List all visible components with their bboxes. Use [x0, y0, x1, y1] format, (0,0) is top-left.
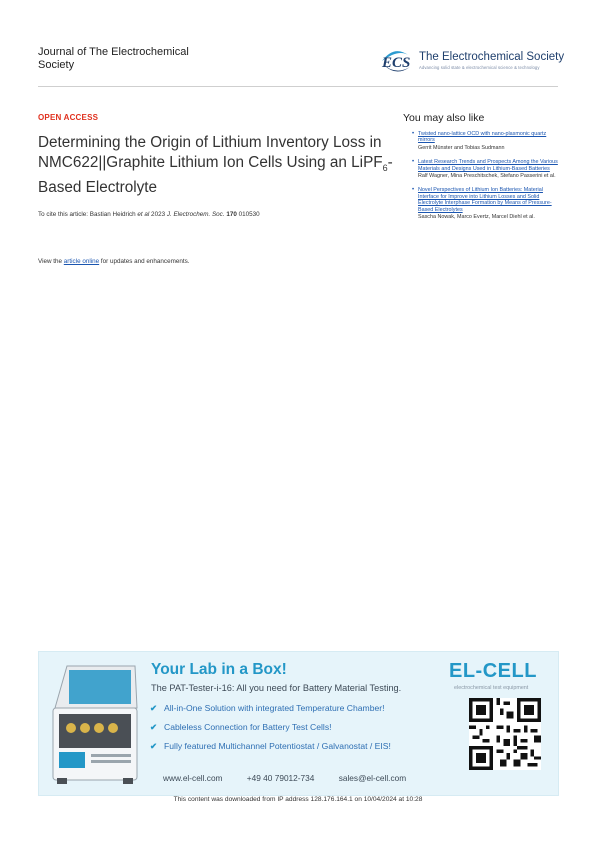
related-article-link[interactable]: • Twisted nano-lattice OCD with nano-plasmonic quartz mirrors	[418, 131, 547, 144]
ad-subheadline: The PAT-Tester-i-16: All you need for Battery Material Testing.	[151, 683, 402, 693]
publisher-name: The Electrochemical Society	[419, 51, 565, 63]
related-articles-list	[418, 131, 560, 228]
article-title[interactable]	[38, 133, 393, 198]
citation-prefix: To cite this article: Bastian Heidrich	[38, 211, 138, 218]
citation-journal: J. Electrochem. Soc.	[166, 211, 225, 218]
publisher-tagline: Advancing solid state & electrochemical science & technology	[419, 65, 540, 70]
open-access-badge: OPEN ACCESS	[38, 113, 99, 122]
related-article	[418, 131, 560, 151]
view-prefix: View the	[38, 258, 64, 265]
related-article-link[interactable]: • Latest Research Trends and Prospects Among the Various Materials and Designs Used in Lithium-Based Batteries	[418, 159, 558, 172]
checkmark-icon: ✔	[150, 703, 158, 713]
ad-feature-list	[150, 703, 391, 759]
ecs-logo-mark	[381, 51, 410, 71]
el-cell-logo: EL-CELL	[449, 660, 537, 682]
ad-email-link[interactable]: sales@el-cell.com	[338, 773, 407, 783]
ad-feature	[150, 722, 391, 733]
view-online-note	[38, 258, 189, 265]
citation-etal: et al	[137, 211, 150, 218]
citation-year: 2023	[149, 211, 167, 218]
battery-tester-device-image	[47, 658, 143, 788]
ad-phone: +49 40 79012-734	[246, 773, 315, 783]
journal-name-line2: Society	[38, 59, 75, 71]
related-article	[418, 159, 560, 179]
related-article-authors: Gerrit Münster and Tobias Sudmann	[418, 144, 505, 151]
ecs-logo-letters: ECS	[382, 55, 411, 71]
ad-feature	[150, 741, 391, 752]
article-online-link[interactable]: article online	[63, 258, 100, 265]
article-title-end: -Based Electrolyte	[38, 154, 393, 197]
ad-contact-row	[163, 773, 428, 783]
ad-feature-text: Fully featured Multichannel Potentiostat / Galvanostat / EIS!	[164, 740, 391, 751]
checkmark-icon: ✔	[150, 721, 158, 732]
article-title-main: Determining the Origin of Lithium Inventory Loss in NMC622||Graphite Lithium Ion Cells Using an LiPF	[38, 134, 383, 171]
advertisement-banner[interactable]	[38, 651, 559, 796]
checkmark-icon: ✔	[150, 740, 158, 751]
journal-name	[38, 46, 228, 72]
ad-feature	[150, 703, 391, 714]
ad-website-link[interactable]: www.el-cell.com	[163, 773, 223, 783]
related-article-authors: Ralf Wagner, Mina Preschitschek, Stefano Passerini et al.	[418, 173, 556, 180]
related-article	[418, 187, 560, 220]
el-cell-tagline: electrochemical test equipment	[454, 685, 529, 691]
citation-volume: 170	[226, 211, 237, 218]
header-divider	[38, 86, 558, 87]
related-article-authors: Sascha Nowak, Marco Evertz, Marcel Diehl et al.	[418, 214, 535, 221]
article-title-subscript: 6	[382, 163, 388, 174]
ad-feature-text: Cableless Connection for Battery Test Cells!	[164, 721, 332, 732]
you-may-also-like-heading: You may also like	[403, 112, 485, 124]
citation-number: 010530	[236, 211, 260, 218]
ad-feature-text: All-in-One Solution with integrated Temperature Chamber!	[164, 703, 385, 713]
citation	[38, 211, 383, 218]
ad-headline: Your Lab in a Box!	[151, 661, 287, 678]
related-article-link[interactable]: • Novel Perspectives of Lithium Ion Batteries: Material Interface for Improve into Lithium Losses and Solid Electrolyte Interphase Formation by Means of Pressure-Based Electrolytes	[418, 187, 552, 213]
view-suffix: for updates and enhancements.	[99, 258, 190, 265]
download-footer: This content was downloaded from IP address 128.176.164.1 on 10/04/2024 at 10:28	[173, 796, 423, 803]
journal-name-line1: Journal of The Electrochemical	[38, 46, 189, 58]
qr-code-icon[interactable]	[469, 698, 541, 770]
